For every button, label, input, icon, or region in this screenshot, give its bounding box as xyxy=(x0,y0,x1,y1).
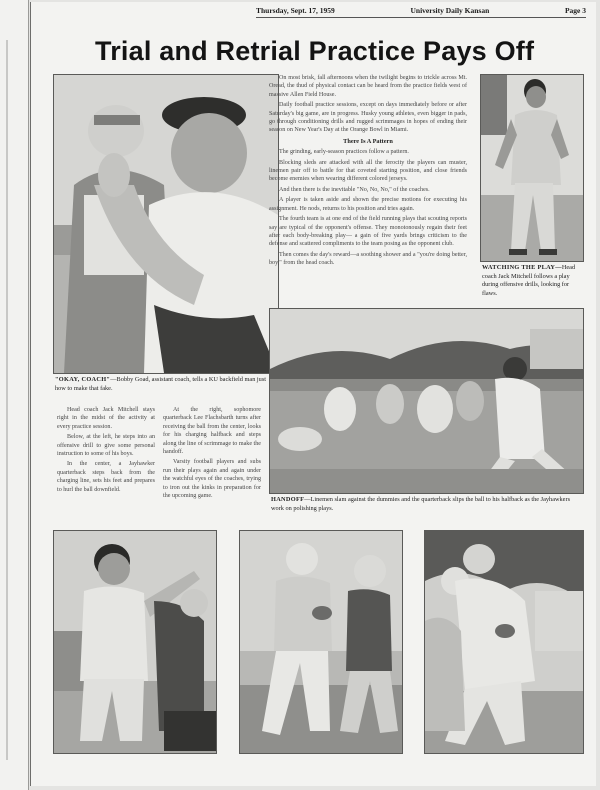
article-paragraph: The fourth team is at one end of the field running plays that scouting reports say are typical of the opponent's offense. They monotonously regain their feet after each body-breaking play— a gain of five yards brings criticism to the defense and scattered compliments to the team posing as the opponent club. xyxy=(269,216,467,248)
caption-okay-coach xyxy=(55,376,277,393)
practice-paragraph: Head coach Jack Mitchell stays right in the midst of the activity at every practice session. xyxy=(57,407,155,430)
article-paragraph: Blocking sleds are attacked with all the ferocity the players can muster, linemen pair off to battle for that coveted starting position, and close friends become enemies when wearing different colored jerseys. xyxy=(269,159,467,183)
page-headline: Trial and Retrial Practice Pays Off xyxy=(95,36,535,66)
photo-quarterback-handoff xyxy=(424,530,584,754)
caption-handoff xyxy=(271,496,582,513)
caption-okay-coach-lead: "OKAY, COACH" xyxy=(55,376,111,383)
caption-handoff-text: —Linemen slam against the dummies and the quarterback slips the ball to his halfback as the Jayhawkers work on polishing plays. xyxy=(271,496,571,512)
article-paragraph: The grinding, early-season practices follow a pattern. xyxy=(279,149,409,156)
header-paper-name: University Daily Kansan xyxy=(410,6,490,15)
caption-watching-lead: WATCHING THE PLAY— xyxy=(482,264,562,271)
photo-okay-coach xyxy=(53,74,279,374)
newspaper-page xyxy=(30,2,596,786)
article-paragraph: On most brisk, fall afternoons when the twilight begins to trickle across Mt. Oread, the thud of physical contact can be heard from the practice fields west of massive Allen Field House. xyxy=(269,75,467,98)
practice-paragraph: Varsity football players and subs run their plays again and again under the watchful eyes of the coaches, trying to iron out the kinks in preparation for the upcoming game. xyxy=(163,459,261,500)
photo-coach-instruction xyxy=(53,530,217,754)
caption-watching-play xyxy=(482,264,582,298)
practice-paragraph: In the center, a Jayhawker quarterback steps back from the charging line, sets his feet and prepares to hurl the ball downfield. xyxy=(57,461,155,493)
practice-paragraph: Below, at the left, he steps into an offensive drill to give some personal instruction to some of his boys. xyxy=(57,434,155,458)
page-header xyxy=(256,6,586,18)
practice-text-column-2 xyxy=(163,406,261,502)
caption-watching-text: Head coach Jack Mitchell follows a play during offensive drills, looking for flaws. xyxy=(482,264,576,297)
adjacent-page-edge xyxy=(0,0,29,790)
practice-text-column-1 xyxy=(57,406,155,496)
header-page-number: Page 3 xyxy=(564,6,586,15)
article-subhead: There Is A Pattern xyxy=(343,137,393,145)
photo-watching-play xyxy=(480,74,584,262)
article-paragraph: A player is taken aside and shown the precise motions for executing his assignment. He nods, returns to his position and tries again. xyxy=(269,197,467,212)
header-date: Thursday, Sept. 17, 1959 xyxy=(256,6,335,15)
article-paragraph: Then comes the day's reward—a soothing shower and a "you're doing better, boy," from the head coach. xyxy=(269,251,467,267)
article-paragraph: Daily football practice sessions, except on days immediately before or after Saturday's big game, are in progress. Husky young athletes, even bigger in pads, go through conditioning drills and rugged scrimmages in hopes of ending their season on New Year's Day at the Orange Bowl in Miami. xyxy=(269,102,467,134)
caption-okay-coach-text: —Bobby Goad, assistant coach, tells a KU backfield man just how to make that fake. xyxy=(55,376,267,392)
photo-handoff xyxy=(269,308,584,494)
article-body xyxy=(269,74,467,270)
caption-handoff-lead: HANDOFF xyxy=(271,496,305,503)
article-paragraph: And then there is the inevitable "No, No, No," of the coaches. xyxy=(279,186,430,193)
photo-quarterback-passing xyxy=(239,530,403,754)
practice-paragraph: At the right, sophomore quarterback Lee Flachsbarth turns after receiving the ball from the center, looks for his charging halfback and steps along the line of scrimmage to make the handoff. xyxy=(163,407,261,456)
